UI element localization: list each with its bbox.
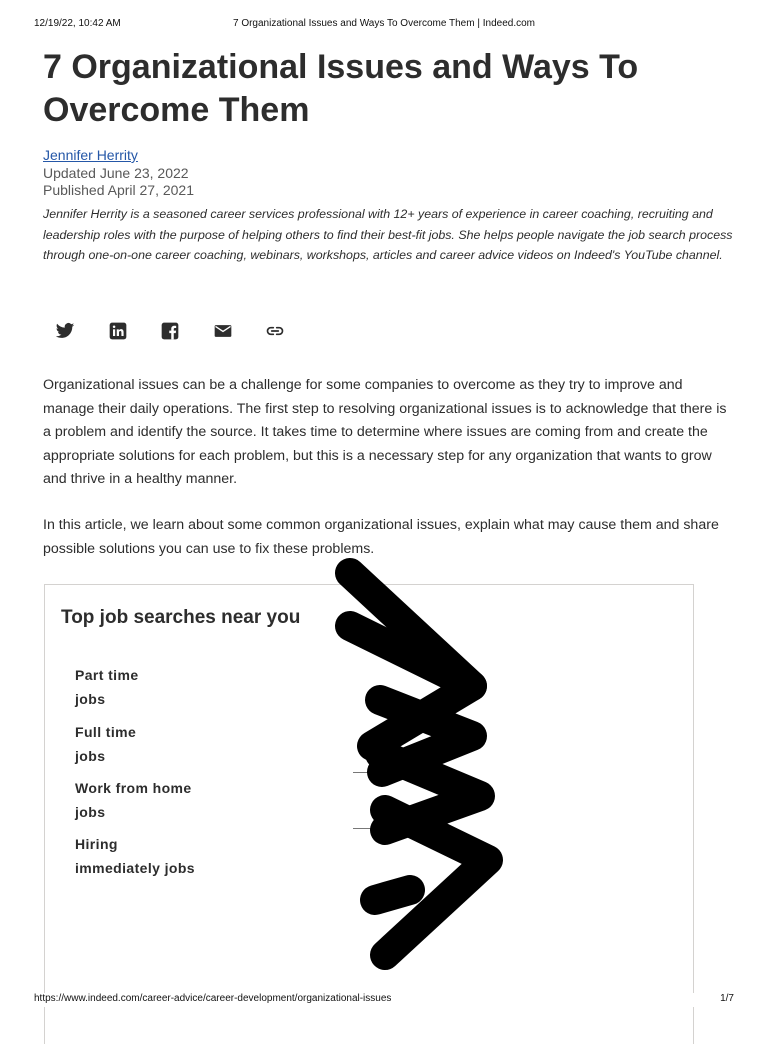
job-searches-box: [44, 584, 694, 1044]
page-number: 1/7: [720, 993, 734, 1004]
job-link-label: jobs: [75, 804, 106, 820]
job-link-label: jobs: [75, 748, 106, 764]
published-date: Published April 27, 2021: [43, 182, 194, 198]
print-header: [34, 18, 734, 32]
overview-paragraph: In this article, we learn about some common organizational issues, explain what may cause them and share possible solutions you can use to fix these problems.: [43, 517, 719, 557]
divider: [353, 772, 377, 773]
print-page-title: 7 Organizational Issues and Ways To Overcome Them | Indeed.com: [232, 18, 535, 29]
facebook-icon[interactable]: [157, 318, 183, 344]
author-bio: Jennifer Herrity is a seasoned career services professional with 12+ years of experience in career coaching, recruiting and leadership roles with the purpose of helping others to find their best-fit jobs. She helps people navigate the job search process through one-on-one career coaching, webinars, workshops, articles and career advice videos on Indeed's YouTube channel.: [43, 207, 733, 262]
job-searches-title: Top job searches near you: [61, 607, 301, 628]
job-link-label: jobs: [75, 691, 106, 707]
job-link-label: Part time: [75, 667, 139, 683]
email-icon[interactable]: [210, 318, 236, 344]
article-title: 7 Organizational Issues and Ways To Overcome Them: [43, 48, 639, 129]
job-link-label: Full time: [75, 724, 137, 740]
job-link-label: immediately jobs: [75, 860, 195, 876]
updated-date: Updated June 23, 2022: [43, 165, 189, 181]
page-url: https://www.indeed.com/career-advice/career-development/organizational-issues: [34, 993, 392, 1004]
job-link-full-time[interactable]: [75, 720, 225, 768]
print-footer: [34, 993, 734, 1007]
linkedin-icon[interactable]: [105, 318, 131, 344]
job-link-part-time[interactable]: [75, 663, 225, 711]
author-link[interactable]: Jennifer Herrity: [43, 147, 138, 163]
job-link-label: Hiring: [75, 836, 118, 852]
twitter-icon[interactable]: [52, 318, 78, 344]
job-link-label: Work from home: [75, 780, 192, 796]
intro-paragraph: Organizational issues can be a challenge for some companies to overcome as they try to improve and manage their daily operations. The first step to resolving organizational issues is to acknowledge that there is a problem and identify the source. It takes time to determine where issues are coming from and create the appropriate solutions for each problem, but this is a necessary step for any organization that wants to grow and thrive in a healthy manner.: [43, 377, 727, 487]
divider: [353, 828, 413, 829]
link-icon[interactable]: [262, 318, 288, 344]
job-link-hiring-immediately[interactable]: [75, 832, 225, 880]
job-link-work-from-home[interactable]: [75, 776, 225, 824]
print-datetime: 12/19/22, 10:42 AM: [34, 18, 121, 29]
